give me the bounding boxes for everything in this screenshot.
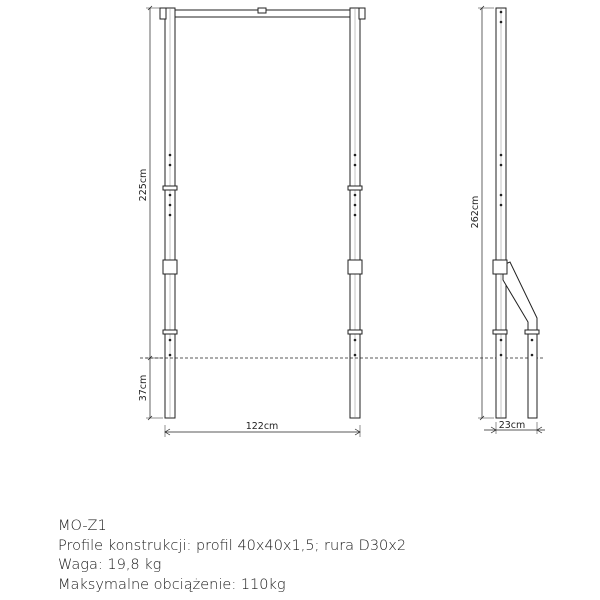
weight-spec: Waga: 19,8 kg <box>58 557 162 573</box>
dim-front-height-below: 37cm <box>138 374 149 402</box>
dim-front-width: 122cm <box>245 421 279 432</box>
max-load-spec: Maksymalne obciążenie: 110kg <box>58 576 286 593</box>
dim-side-height: 262cm <box>470 195 481 229</box>
dim-front-height-above: 225cm <box>138 168 149 202</box>
model-name: MO-Z1 <box>58 518 107 534</box>
specifications <box>58 517 406 595</box>
front-view <box>140 6 545 437</box>
profile-spec: Profile konstrukcji: profil 40x40x1,5; rura D30x2 <box>58 537 407 554</box>
side-view <box>478 6 545 434</box>
dim-side-depth: 23cm <box>498 420 526 431</box>
